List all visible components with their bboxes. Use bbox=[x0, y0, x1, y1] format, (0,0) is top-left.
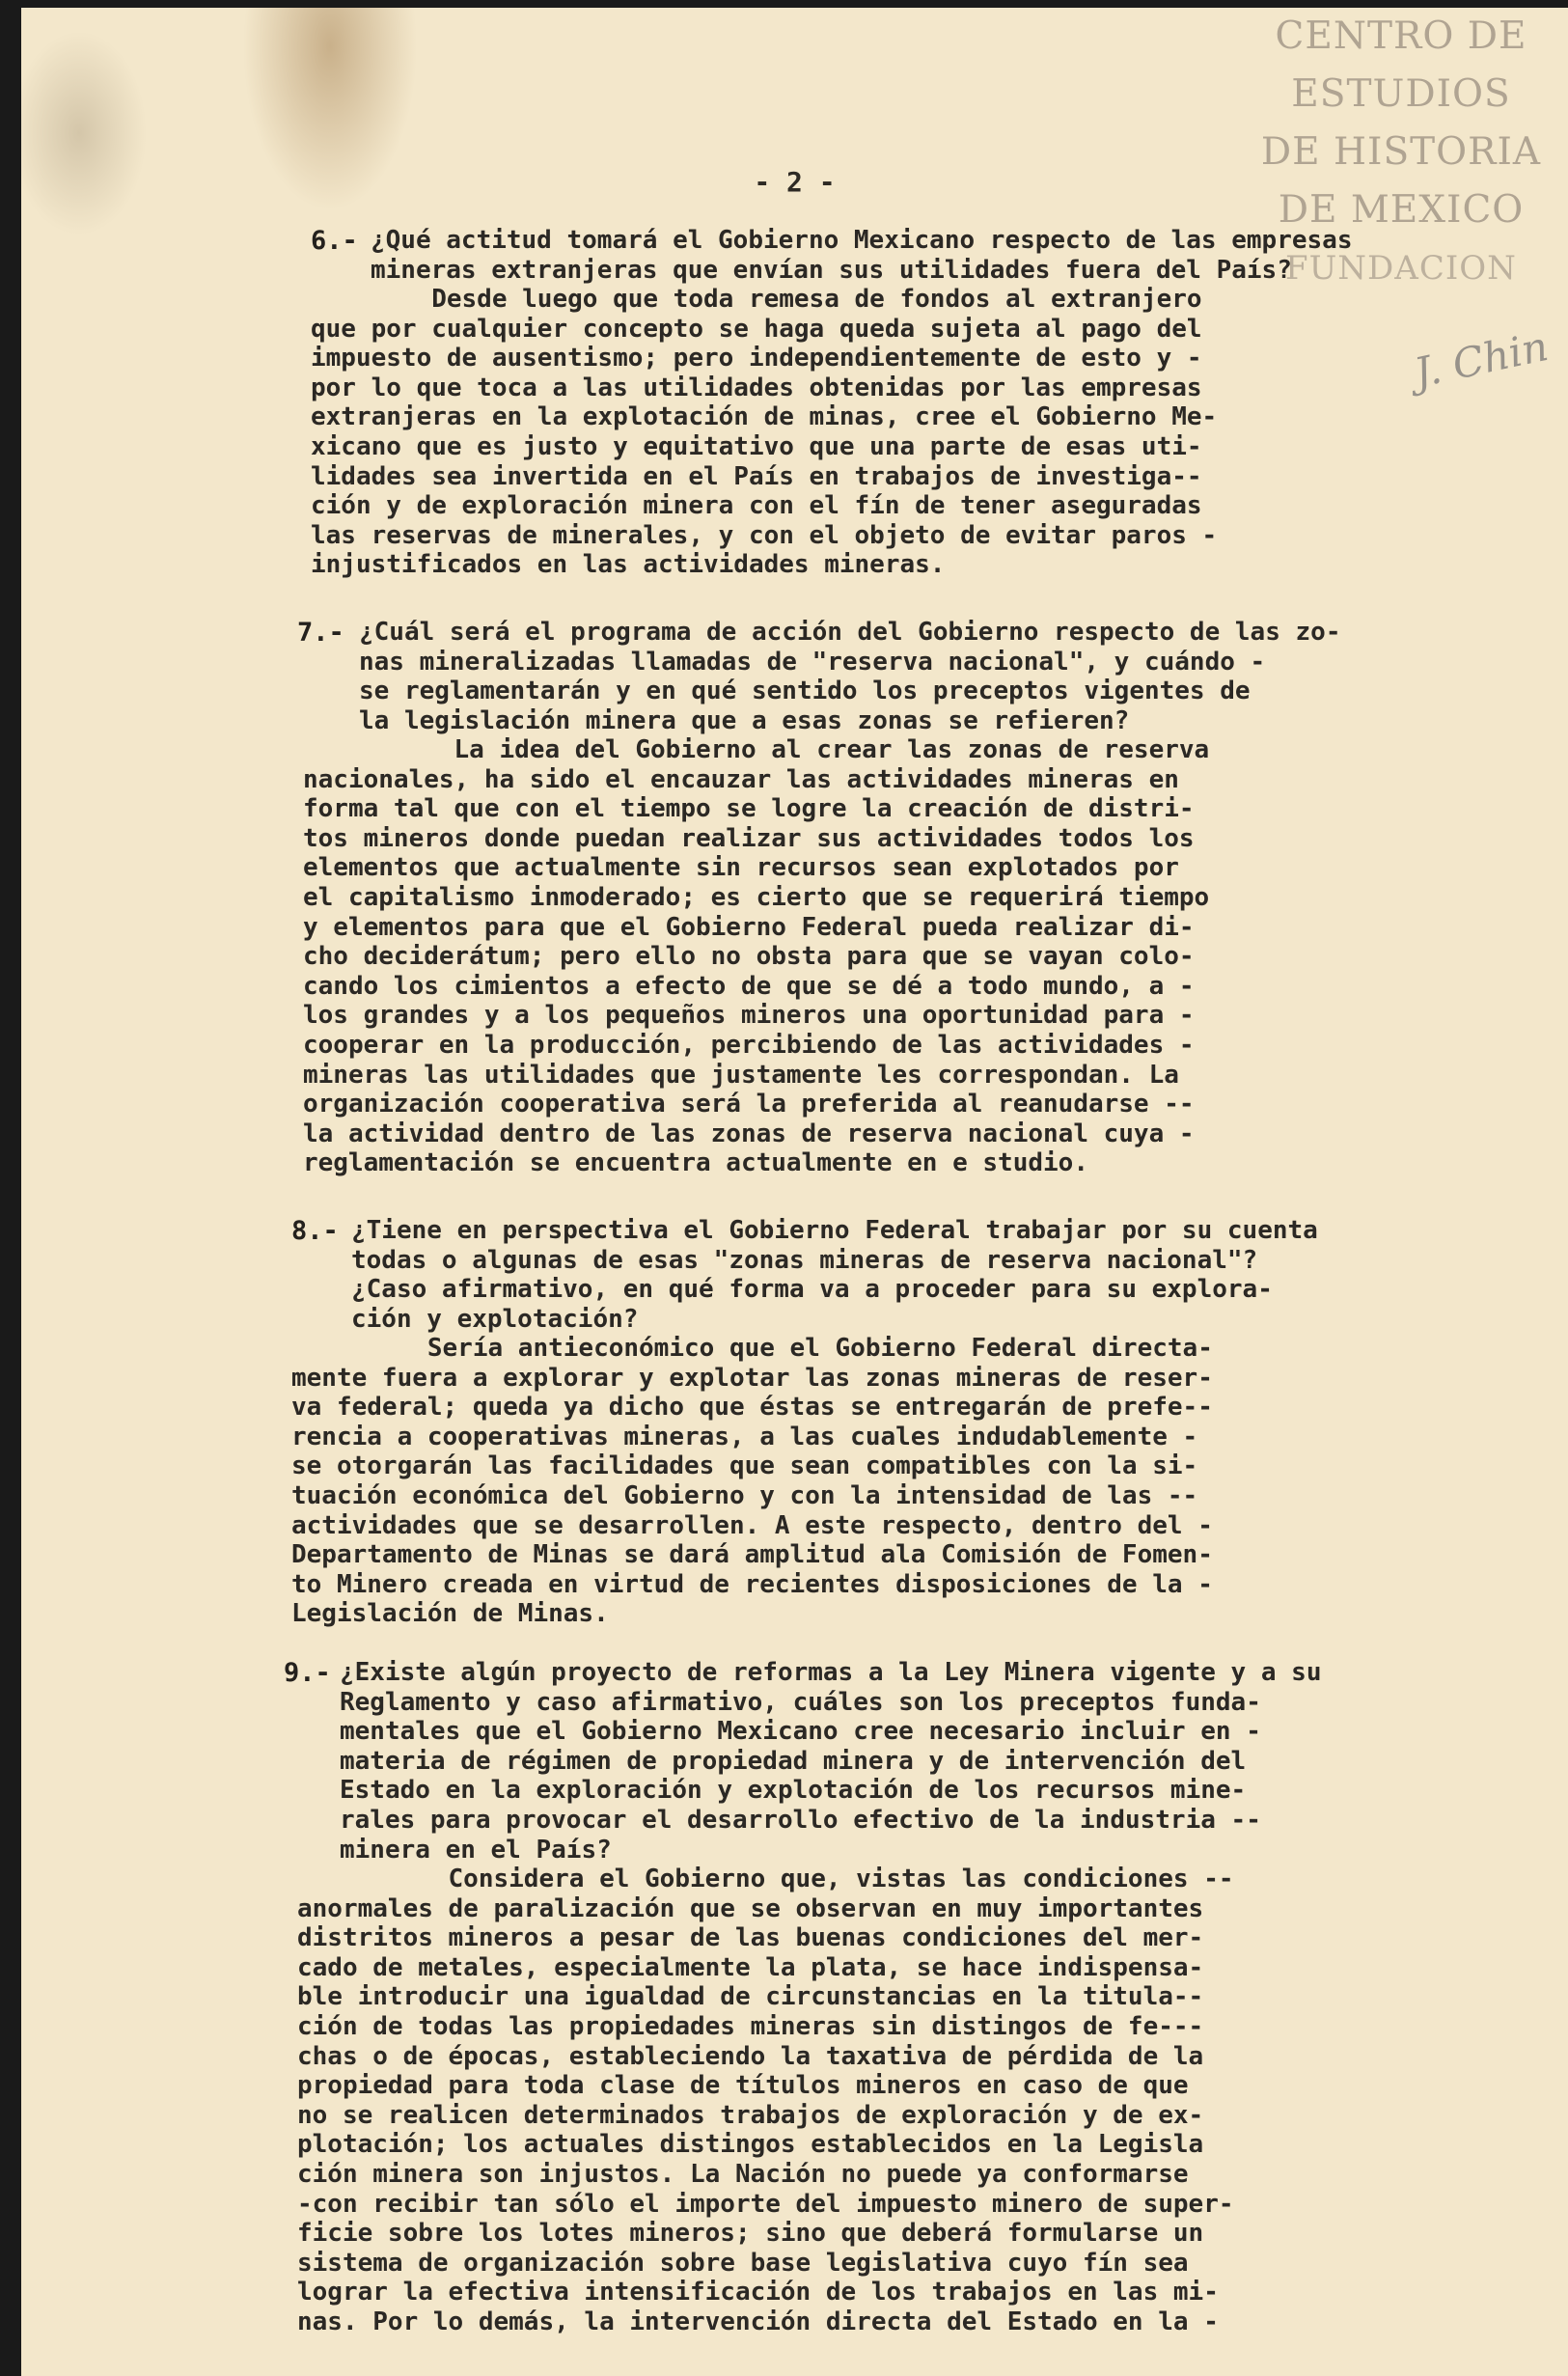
answer-line: ficie sobre los lotes mineros; sino que deberá formularse un bbox=[297, 2219, 1204, 2249]
answer-line: cho deciderátum; pero ello no obsta para que se vayan colo- bbox=[303, 942, 1195, 972]
answer-line: tos mineros donde puedan realizar sus actividades todos los bbox=[303, 823, 1195, 853]
answer-line: no se realicen determinados trabajos de exploración y de ex- bbox=[297, 2100, 1204, 2130]
answer-line: cando los cimientos a efecto de que se dé a todo mundo, a - bbox=[303, 971, 1195, 1001]
answer-line: mineras las utilidades que justamente les correspondan. La bbox=[303, 1060, 1179, 1090]
question-line: minera en el País? bbox=[340, 1835, 612, 1865]
question-line: ¿Qué actitud tomará el Gobierno Mexicano respecto de las empresas bbox=[371, 226, 1353, 255]
answer-line: La idea del Gobierno al crear las zonas de reserva bbox=[303, 735, 1210, 764]
answer-line: to Minero creada en virtud de recientes disposiciones de la - bbox=[291, 1569, 1213, 1599]
question-text bbox=[340, 1658, 1321, 1865]
answer-line: va federal; queda ya dicho que éstas se entregarán de prefe-- bbox=[291, 1393, 1213, 1423]
question-text bbox=[351, 1216, 1318, 1334]
watermark-line: CENTRO DE bbox=[1275, 14, 1527, 58]
answer-line: nas. Por lo demás, la intervención directa del Estado en la - bbox=[297, 2307, 1219, 2336]
answer-line: distritos mineros a pesar de las buenas condiciones del mer- bbox=[297, 1923, 1204, 1953]
answer-line: elementos que actualmente sin recursos sean explotados por bbox=[303, 853, 1179, 883]
watermark-line: DE MEXICO bbox=[1278, 188, 1525, 232]
answer-line: mente fuera a explorar y explotar las zonas mineras de reser- bbox=[291, 1363, 1213, 1393]
answer-line: cado de metales, especialmente la plata, se hace indispensa- bbox=[297, 1952, 1204, 1982]
question-text bbox=[371, 226, 1352, 285]
answer-line: injustificados en las actividades mineras. bbox=[311, 550, 946, 580]
section-number: 8.- bbox=[291, 1216, 339, 1246]
question-line: mineras extranjeras que envían sus utilidades fuera del País? bbox=[371, 255, 1292, 285]
section-number: 9.- bbox=[284, 1658, 331, 1688]
answer-line: Sería antieconómico que el Gobierno Federal directa- bbox=[291, 1334, 1213, 1363]
question-line: se reglamentarán y en qué sentido los preceptos vigentes de bbox=[359, 677, 1251, 706]
section-number: 6.- bbox=[311, 226, 358, 256]
answer-line: la actividad dentro de las zonas de reserva nacional cuya - bbox=[303, 1119, 1195, 1148]
question-line: nas mineralizadas llamadas de "reserva nacional", y cuándo - bbox=[359, 647, 1266, 677]
answer-line: lidades sea invertida en el País en trabajos de investiga-- bbox=[311, 461, 1202, 491]
question-line: mentales que el Gobierno Mexicano cree necesario incluir en - bbox=[340, 1717, 1261, 1747]
answer-line: sistema de organización sobre base legislativa cuyo fín sea bbox=[297, 2248, 1189, 2278]
answer-line: cooperar en la producción, percibiendo de las actividades - bbox=[303, 1030, 1195, 1060]
document-page bbox=[21, 8, 1568, 2376]
answer-line: las reservas de minerales, y con el objeto de evitar paros - bbox=[311, 520, 1218, 550]
question-line: materia de régimen de propiedad minera y de intervención del bbox=[340, 1746, 1247, 1776]
answer-line: los grandes y a los pequeños mineros una oportunidad para - bbox=[303, 1001, 1195, 1031]
answer-line: Desde luego que toda remesa de fondos al extranjero bbox=[311, 285, 1202, 314]
answer-line: Considera el Gobierno que, vistas las condiciones -- bbox=[297, 1865, 1234, 1893]
answer-line: lograr la efectiva intensificación de los trabajos en las mi- bbox=[297, 2278, 1219, 2307]
question-text bbox=[359, 618, 1340, 735]
answer-line: plotación; los actuales distingos establecidos en la Legisla bbox=[297, 2130, 1204, 2160]
answer-line: -con recibir tan sólo el importe del impuesto minero de super- bbox=[297, 2189, 1234, 2219]
answer-line: ble introducir una igualdad de circunstancias en la titula-- bbox=[297, 1982, 1204, 2012]
answer-line: se otorgarán las facilidades que sean compatibles con la si- bbox=[291, 1451, 1198, 1481]
answer-line: chas o de épocas, estableciendo la taxativa de pérdida de la bbox=[297, 2041, 1204, 2071]
answer-line: ción minera son injustos. La Nación no puede ya conformarse bbox=[297, 2159, 1189, 2189]
answer-line: Departamento de Minas se dará amplitud ala Comisión de Fomen- bbox=[291, 1540, 1213, 1570]
page-number: - 2 - bbox=[754, 166, 836, 198]
answer-line: ción de todas las propiedades mineras sin distingos de fe--- bbox=[297, 2011, 1204, 2041]
question-line: Estado en la exploración y explotación de los recursos mine- bbox=[340, 1776, 1247, 1806]
answer-line: que por cualquier concepto se haga queda sujeta al pago del bbox=[311, 314, 1202, 344]
answer-line: el capitalismo inmoderado; es cierto que se requerirá tiempo bbox=[303, 882, 1210, 912]
handwritten-signature: J. Chin bbox=[1410, 321, 1553, 398]
answer-text bbox=[291, 1334, 1213, 1629]
answer-line: por lo que toca a las utilidades obtenidas por las empresas bbox=[311, 373, 1202, 402]
answer-line: propiedad para toda clase de títulos mineros en caso de que bbox=[297, 2071, 1189, 2101]
watermark-line: DE HISTORIA bbox=[1260, 130, 1542, 174]
question-line: todas o algunas de esas "zonas mineras de reserva nacional"? bbox=[351, 1245, 1258, 1275]
answer-line: y elementos para que el Gobierno Federal pueda realizar di- bbox=[303, 912, 1195, 942]
question-line: ¿Tiene en perspectiva el Gobierno Federal trabajar por su cuenta bbox=[351, 1216, 1318, 1245]
answer-line: xicano que es justo y equitativo que una parte de esas uti- bbox=[311, 431, 1202, 461]
answer-line: ción y de exploración minera con el fín de tener aseguradas bbox=[311, 491, 1202, 521]
answer-line: reglamentación se encuentra actualmente en e studio. bbox=[303, 1148, 1088, 1178]
watermark-line: ESTUDIOS bbox=[1291, 72, 1511, 116]
answer-line: Legislación de Minas. bbox=[291, 1599, 609, 1629]
answer-line: rencia a cooperativas mineras, a las cuales indudablemente - bbox=[291, 1422, 1198, 1451]
answer-line: nacionales, ha sido el encauzar las actividades mineras en bbox=[303, 764, 1179, 794]
answer-text bbox=[297, 1865, 1234, 2337]
question-line: ¿Existe algún proyecto de reformas a la Ley Minera vigente y a su bbox=[340, 1658, 1322, 1687]
section-number: 7.- bbox=[297, 618, 344, 648]
question-line: ción y explotación? bbox=[351, 1304, 639, 1334]
question-line: Reglamento y caso afirmativo, cuáles son los preceptos funda- bbox=[340, 1687, 1261, 1717]
answer-line: tuación económica del Gobierno y con la intensidad de las -- bbox=[291, 1480, 1198, 1510]
answer-line: organización cooperativa será la preferida al reanudarse -- bbox=[303, 1090, 1195, 1119]
question-line: ¿Cuál será el programa de acción del Gobierno respecto de las zo- bbox=[359, 618, 1341, 647]
answer-text bbox=[303, 735, 1209, 1178]
watermark-line: FUNDACION bbox=[1285, 249, 1517, 288]
answer-line: anormales de paralización que se observan en muy importantes bbox=[297, 1893, 1204, 1923]
question-line: la legislación minera que a esas zonas se refieren? bbox=[359, 705, 1130, 735]
question-line: ¿Caso afirmativo, en qué forma va a proceder para su explora- bbox=[351, 1275, 1273, 1305]
answer-text bbox=[311, 285, 1217, 580]
answer-line: extranjeras en la explotación de minas, cree el Gobierno Me- bbox=[311, 402, 1218, 432]
answer-line: impuesto de ausentismo; pero independientemente de esto y - bbox=[311, 344, 1202, 373]
question-line: rales para provocar el desarrollo efectivo de la industria -- bbox=[340, 1805, 1261, 1835]
answer-line: actividades que se desarrollen. A este respecto, dentro del - bbox=[291, 1510, 1213, 1540]
answer-line: forma tal que con el tiempo se logre la creación de distri- bbox=[303, 794, 1195, 824]
